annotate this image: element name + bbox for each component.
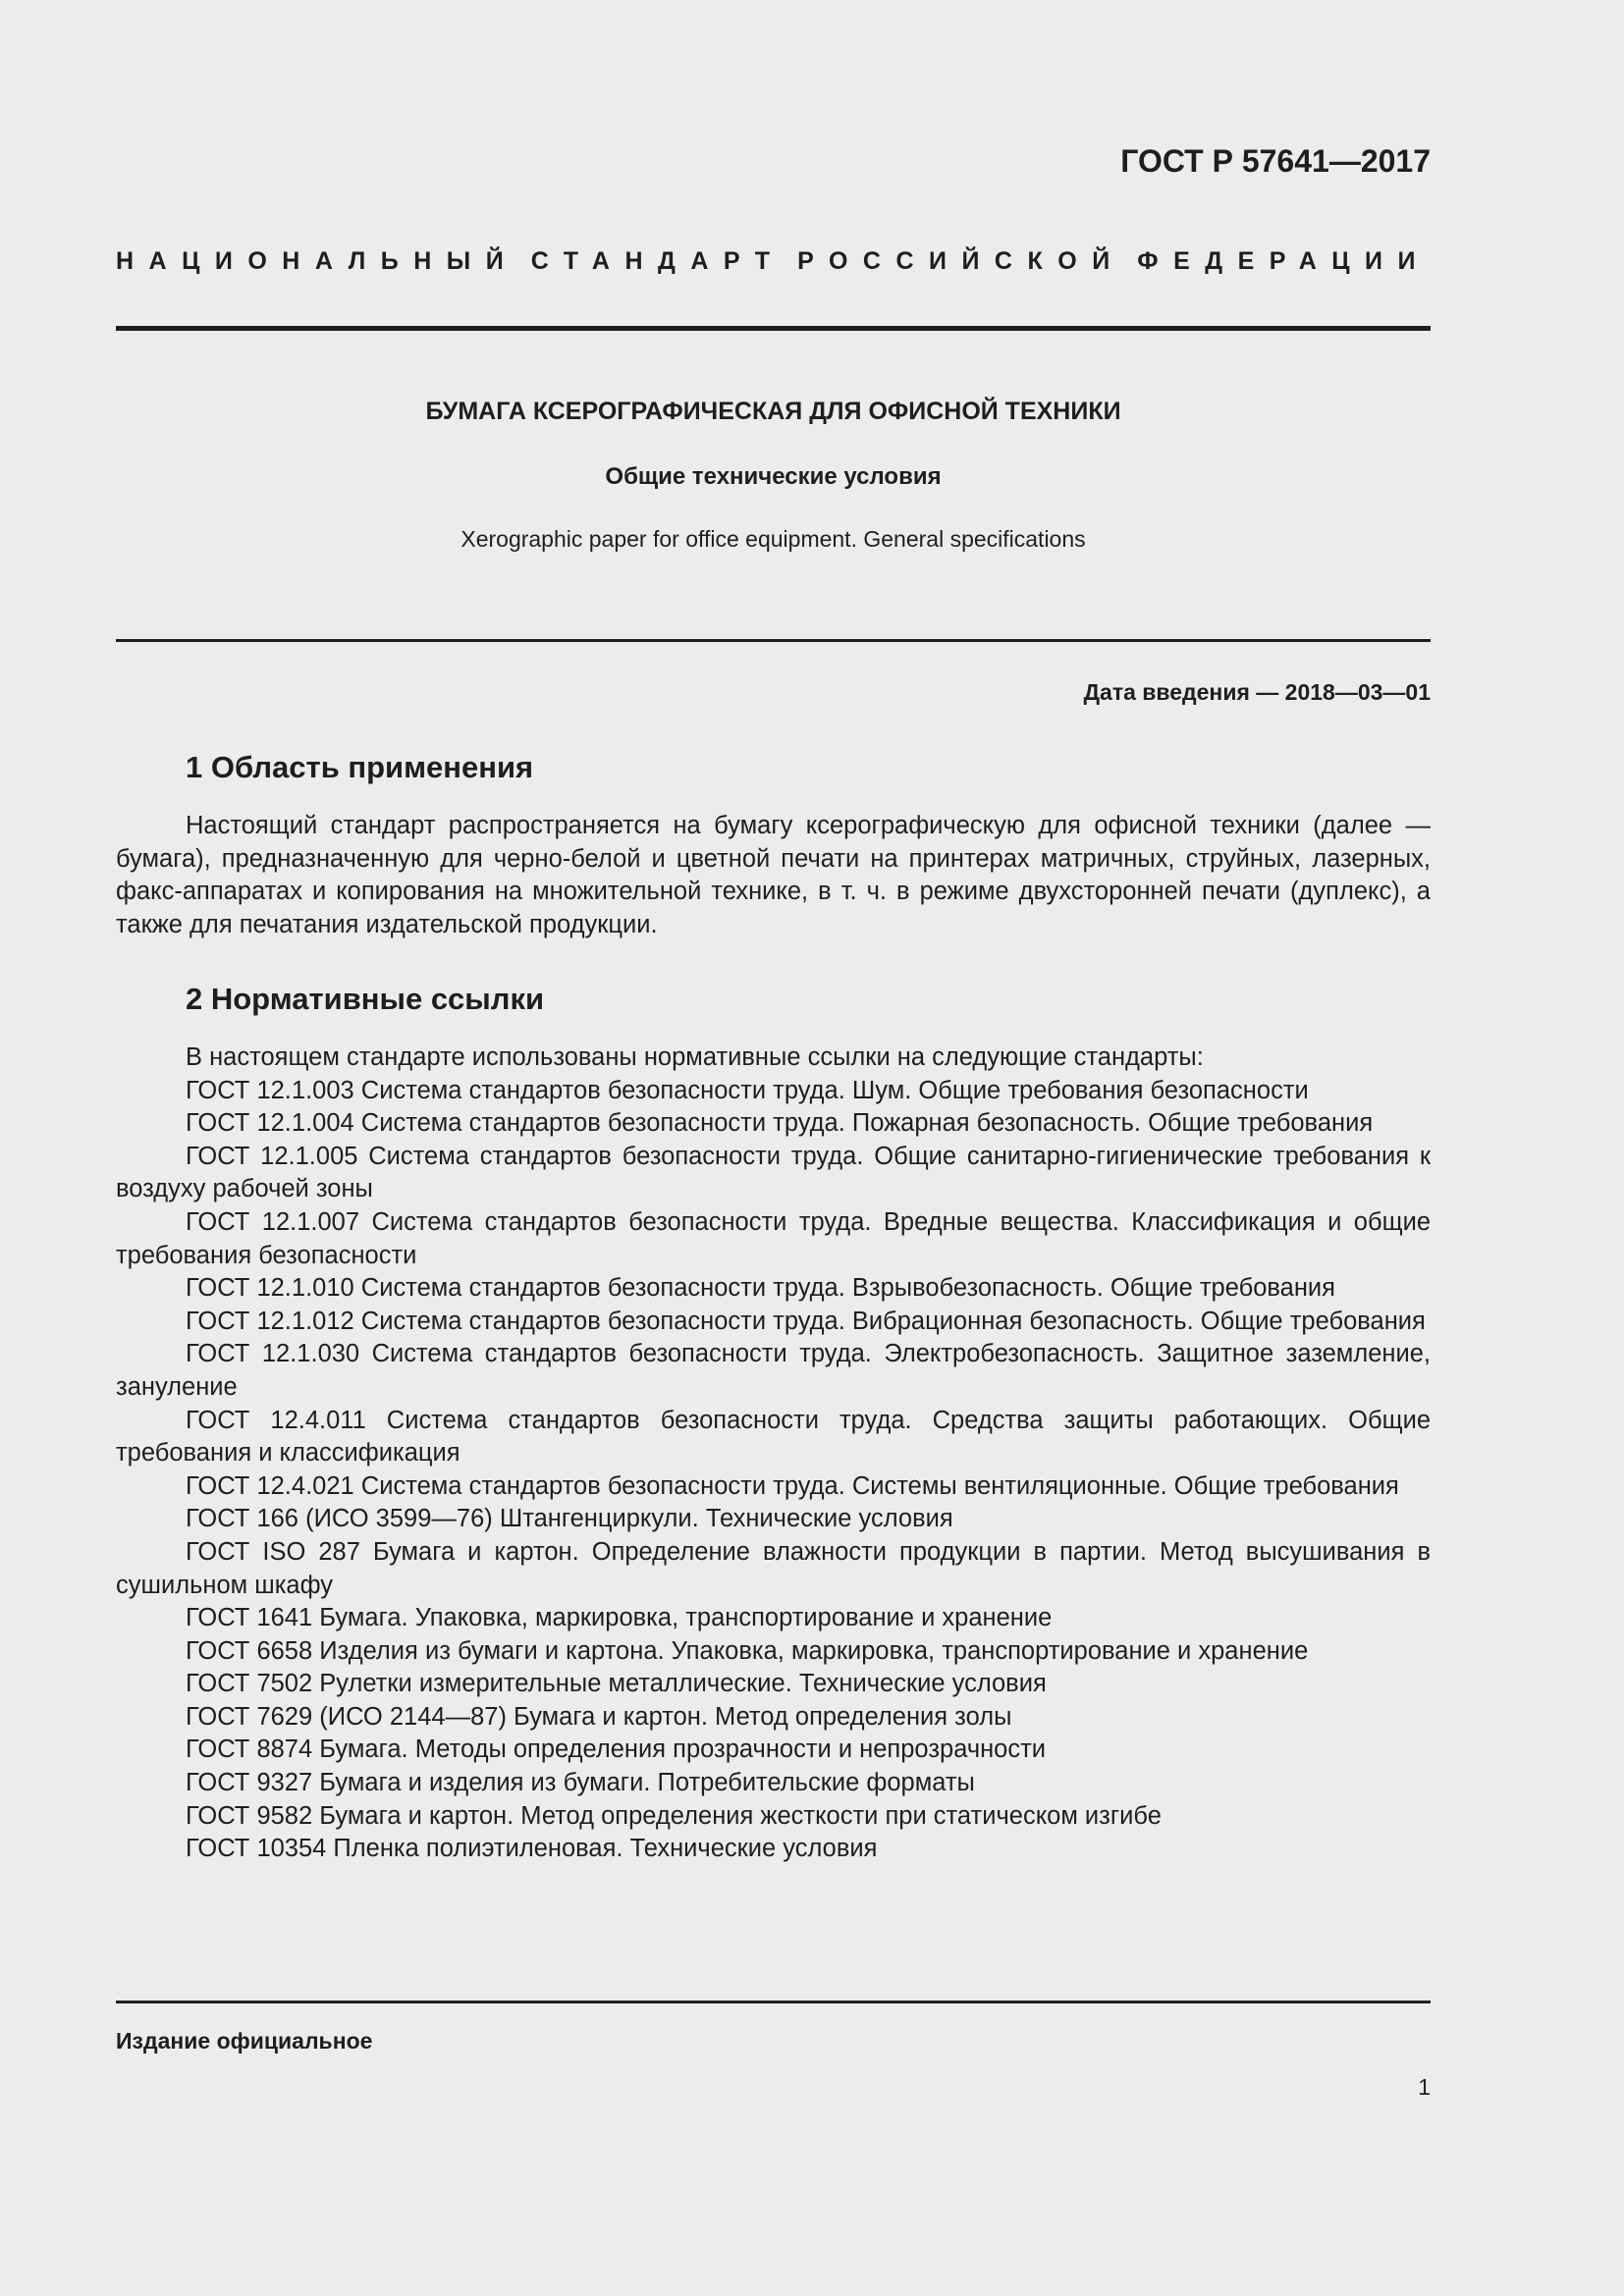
reference-item: ГОСТ 12.4.021 Система стандартов безопасности труда. Системы вентиляционные. Общие требования: [186, 1471, 1399, 1500]
reference-item: ГОСТ 7502 Рулетки измерительные металлические. Технические условия: [186, 1670, 1047, 1698]
reference-item: ГОСТ ISO 287 Бумага и картон. Определение влажности продукции в партии. Метод высушивания в сушильном шкафу: [116, 1537, 1431, 1599]
banner-word: НАЦИОНАЛЬНЫЙ: [116, 247, 519, 275]
section-1-heading: 1 Область применения: [186, 750, 534, 784]
reference-item: ГОСТ 9582 Бумага и картон. Метод определения жесткости при статическом изгибе: [186, 1801, 1162, 1830]
reference-item: ГОСТ 10354 Пленка полиэтиленовая. Технические условия: [186, 1835, 878, 1863]
reference-item: ГОСТ 12.1.003 Система стандартов безопасности труда. Шум. Общие требования безопасности: [186, 1076, 1309, 1104]
references-list: [116, 1041, 1431, 1866]
reference-item: ГОСТ 12.1.030 Система стандартов безопасности труда. Электробезопасность. Защитное заземление, зануление: [116, 1340, 1431, 1401]
national-standard-banner: [116, 247, 1431, 276]
document-title: БУМАГА КСЕРОГРАФИЧЕСКАЯ ДЛЯ ОФИСНОЙ ТЕХНИКИ: [425, 398, 1121, 425]
reference-item: ГОСТ 12.1.007 Система стандартов безопасности труда. Вредные вещества. Классификация и общие требования безопасности: [116, 1207, 1431, 1269]
reference-item: ГОСТ 1641 Бумага. Упаковка, маркировка, транспортирование и хранение: [186, 1604, 1053, 1632]
banner-word: СТАНДАРТ: [530, 247, 785, 275]
header-divider: [116, 326, 1431, 331]
official-edition-label: Издание официальное: [116, 2028, 373, 2054]
document-number: ГОСТ Р 57641—2017: [1120, 143, 1431, 179]
section-1-body: [116, 810, 1431, 941]
title-divider: [116, 639, 1431, 642]
english-title: Xerographic paper for office equipment. General specifications: [460, 526, 1086, 552]
reference-item: ГОСТ 12.1.004 Система стандартов безопасности труда. Пожарная безопасность. Общие требования: [186, 1109, 1374, 1138]
introduction-date: Дата введения — 2018—03—01: [1083, 679, 1431, 705]
footer-divider: [116, 2001, 1431, 2003]
reference-item: ГОСТ 7629 (ИСО 2144—87) Бумага и картон. Метод определения золы: [186, 1702, 1012, 1731]
page-number: 1: [1418, 2074, 1431, 2100]
references-intro: В настоящем стандарте использованы нормативные ссылки на следующие стандарты:: [186, 1043, 1204, 1071]
reference-item: ГОСТ 166 (ИСО 3599—76) Штангенциркули. Технические условия: [186, 1505, 953, 1533]
banner-word: РОССИЙСКОЙ: [797, 247, 1125, 275]
banner-word: ФЕДЕРАЦИИ: [1137, 247, 1431, 275]
reference-item: ГОСТ 9327 Бумага и изделия из бумаги. Потребительские форматы: [186, 1769, 975, 1797]
reference-item: ГОСТ 12.4.011 Система стандартов безопасности труда. Средства защиты работающих. Общие требования и классификация: [116, 1406, 1431, 1468]
reference-item: ГОСТ 12.1.012 Система стандартов безопасности труда. Вибрационная безопасность. Общие требования: [186, 1307, 1426, 1335]
reference-item: ГОСТ 6658 Изделия из бумаги и картона. Упаковка, маркировка, транспортирование и хранение: [186, 1636, 1309, 1665]
document-subtitle: Общие технические условия: [605, 463, 942, 490]
reference-item: ГОСТ 12.1.005 Система стандартов безопасности труда. Общие санитарно-гигиенические требования к воздуху рабочей зоны: [116, 1142, 1431, 1203]
reference-item: ГОСТ 12.1.010 Система стандартов безопасности труда. Взрывобезопасность. Общие требования: [186, 1274, 1335, 1303]
section-1-paragraph: Настоящий стандарт распространяется на бумагу ксерографическую для офисной техники (далее — бумага), предназначенную для черно-белой и цветной печати на принтерах матричных, струйных, лазерных, факс-аппаратах и копирования на множительной технике, в т. ч. в режиме двухсторонней печати (дуплекс), а также для печатания издательской продукции.: [116, 812, 1431, 938]
section-2-heading: 2 Нормативные ссылки: [186, 982, 545, 1016]
reference-item: ГОСТ 8874 Бумага. Методы определения прозрачности и непрозрачности: [186, 1735, 1047, 1764]
